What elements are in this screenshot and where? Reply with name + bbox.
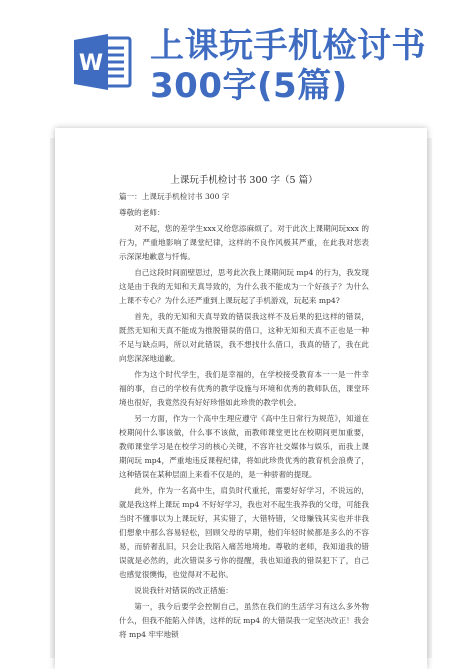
document-paragraph: 作为这个时代学生，我们是幸福的，在学校接受教育本一一是一件幸福的事，自己的学校有优秀的教学设施与环境和优秀的教师队伍，课堂环境也很好，我竟然没有好好珍惜如此珍贵的教学机会。 <box>119 370 369 407</box>
title-line-2: 300字(5篇) <box>150 66 348 106</box>
word-logo-letter: W <box>78 51 104 76</box>
title-line-1: 上课玩手机检讨书 <box>150 26 426 66</box>
document-paragraph: 第一，我今后要学会控制自己，虽然在我们的生活学习有这么多外物什么，但我不能陷入伴诱，这样的玩 mp4 的大错误我一定坚决改正！我会将 mp4 牢牢地锁 <box>119 602 369 639</box>
header <box>0 0 474 120</box>
document-paragraph: 另一方面，作为一个高中生理应遵守《高中生日常行为规范》，知道在校期间什么事该做，什么事不该做，而教师课堂更比在校期间更加重要，教师课堂学习是在校学习的核心关键，不容许社交媒体与娱乐，而我上课期间玩 mp4，严重地违反课程纪律，将如此珍贵优秀的教育机会浪费了，这种错误在某种层面上来看不仅是的，是一种骄奢的提现。 <box>119 414 369 479</box>
document-paragraph: 对不起，您的差学生xxx又给您添麻烦了。对于此次上课期间玩xxx 的行为，严重地影响了课堂纪律，这样的不良作风极其严重，在此我对您表示深深地歉意与忏悔。 <box>119 224 369 261</box>
page-title <box>150 26 470 106</box>
paragraph-list <box>119 190 369 642</box>
document-body <box>119 174 369 644</box>
document-paragraph: 篇一：上课玩手机检讨书 300 字 <box>119 192 230 201</box>
document-paragraph: 此外，作为一名高中生，肩负时代重托，需要好好学习，不说远的，就是我这样上课玩 mp4 不好好学习，我也对不起生我养我的父母，可能我当时不懂事以为上课玩好，其实错了，大错特错，父母赚钱其实也并非我们想象中那么容易轻松，回顾父母的早期，他们年轻时候都是多么的不容易，而骄奢乱旧，只会让我陷入痛苦地境地。尊敬的老师，我知道我的错误就是必然的，此次错误多亏你的提醒，我也知道我的错误犯下了，自己也感觉很懊悔，也觉得对不起你。 <box>119 486 369 579</box>
document-paragraph: 尊敬的老师： <box>119 208 165 217</box>
document-paragraph: 自己这段时间面壁思过，思考此次我上课期间玩 mp4 的行为，我发现这是由于我的无知和天真导致的，为什么我不能成为一个好孩子？为什么上课不专心？为什么还严重到上课玩起了手机游戏，玩起来 mp4? <box>119 268 369 305</box>
document-page-preview <box>55 128 427 669</box>
document-title: 上课玩手机检讨书 300 字（5 篇） <box>170 175 318 186</box>
document-paragraph: 说说我针对错误的改正措施： <box>134 586 233 595</box>
word-document-icon <box>72 30 134 94</box>
document-paragraph: 首先，我的无知和天真导致的错误我这样不及后果的犯这样的错误，既然无知和天真不能成为推脱错误的借口，这种无知和天真不正也是一种不足与缺点吗，所以对此错误，我不想找什么借口，我真的错了，我在此向您深深地道歉。 <box>119 312 369 363</box>
